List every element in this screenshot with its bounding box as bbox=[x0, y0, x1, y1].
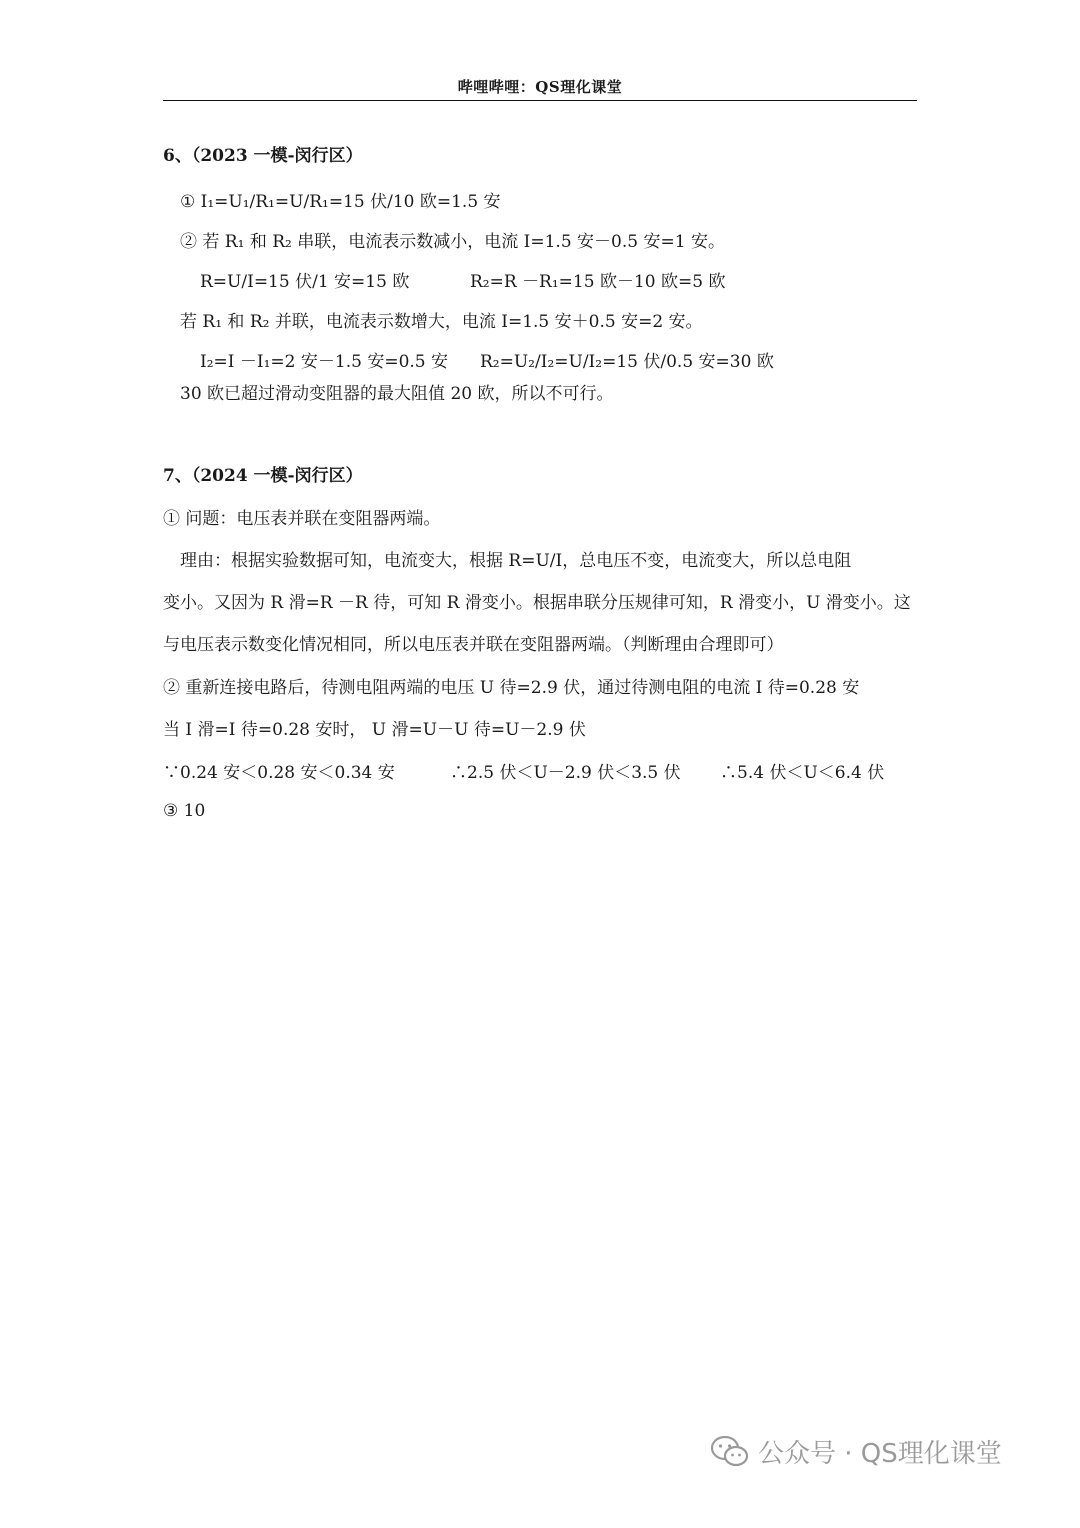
q6-line-4: 若 R₁ 和 R₂ 并联，电流表示数增大，电流 I=1.5 安＋0.5 安=2 安。 bbox=[180, 312, 703, 332]
q7-line-4: 与电压表示数变化情况相同，所以电压表并联在变阻器两端。（判断理由合理即可） bbox=[163, 635, 784, 655]
q7-line-7a: ∵0.24 安＜0.28 安＜0.34 安 bbox=[163, 763, 395, 783]
watermark-text: 公众号 · QS理化课堂 bbox=[758, 1439, 1002, 1469]
q7-heading: 7、（2024 一模-闵行区） bbox=[163, 466, 363, 486]
q6-line-5a: I₂=I －I₁=2 安－1.5 安=0.5 安 bbox=[200, 352, 449, 372]
watermark bbox=[710, 1433, 1002, 1470]
q7-line-8: ③ 10 bbox=[163, 801, 206, 821]
q6-line-3a: R=U/I=15 伏/1 安=15 欧 bbox=[200, 272, 410, 292]
q7-line-5: ② 重新连接电路后，待测电阻两端的电压 U 待=2.9 伏，通过待测电阻的电流 I 待=0.28 安 bbox=[163, 678, 860, 698]
q7-line-6: 当 I 滑=I 待=0.28 安时， U 滑=U－U 待=U－2.9 伏 bbox=[163, 720, 586, 740]
q6-line-1: ① I₁=U₁/R₁=U/R₁=15 伏/10 欧=1.5 安 bbox=[180, 192, 501, 212]
page-header: 哔哩哔哩：QS理化课堂 bbox=[457, 78, 623, 96]
q6-line-3b: R₂=R －R₁=15 欧－10 欧=5 欧 bbox=[470, 272, 726, 292]
q7-line-7c: ∴5.4 伏＜U＜6.4 伏 bbox=[720, 763, 885, 783]
q6-line-5b: R₂=U₂/I₂=U/I₂=15 伏/0.5 安=30 欧 bbox=[480, 352, 774, 372]
q7-line-3: 变小。又因为 R 滑=R －R 待，可知 R 滑变小。根据串联分压规律可知，R 滑变小，U 滑变小。这 bbox=[163, 593, 911, 613]
wechat-icon bbox=[710, 1435, 750, 1469]
q7-line-2: 理由：根据实验数据可知，电流变大，根据 R=U/I，总电压不变，电流变大，所以总电阻 bbox=[180, 551, 852, 571]
q6-heading: 6、（2023 一模-闵行区） bbox=[163, 146, 363, 166]
q7-line-7b: ∴2.5 伏＜U－2.9 伏＜3.5 伏 bbox=[450, 763, 681, 783]
header-rule bbox=[163, 100, 917, 101]
q6-line-2: ② 若 R₁ 和 R₂ 串联，电流表示数减小，电流 I=1.5 安－0.5 安=1 安。 bbox=[180, 232, 725, 252]
q6-line-6: 30 欧已超过滑动变阻器的最大阻值 20 欧，所以不可行。 bbox=[180, 384, 614, 404]
q7-line-1: ① 问题：电压表并联在变阻器两端。 bbox=[163, 509, 441, 529]
